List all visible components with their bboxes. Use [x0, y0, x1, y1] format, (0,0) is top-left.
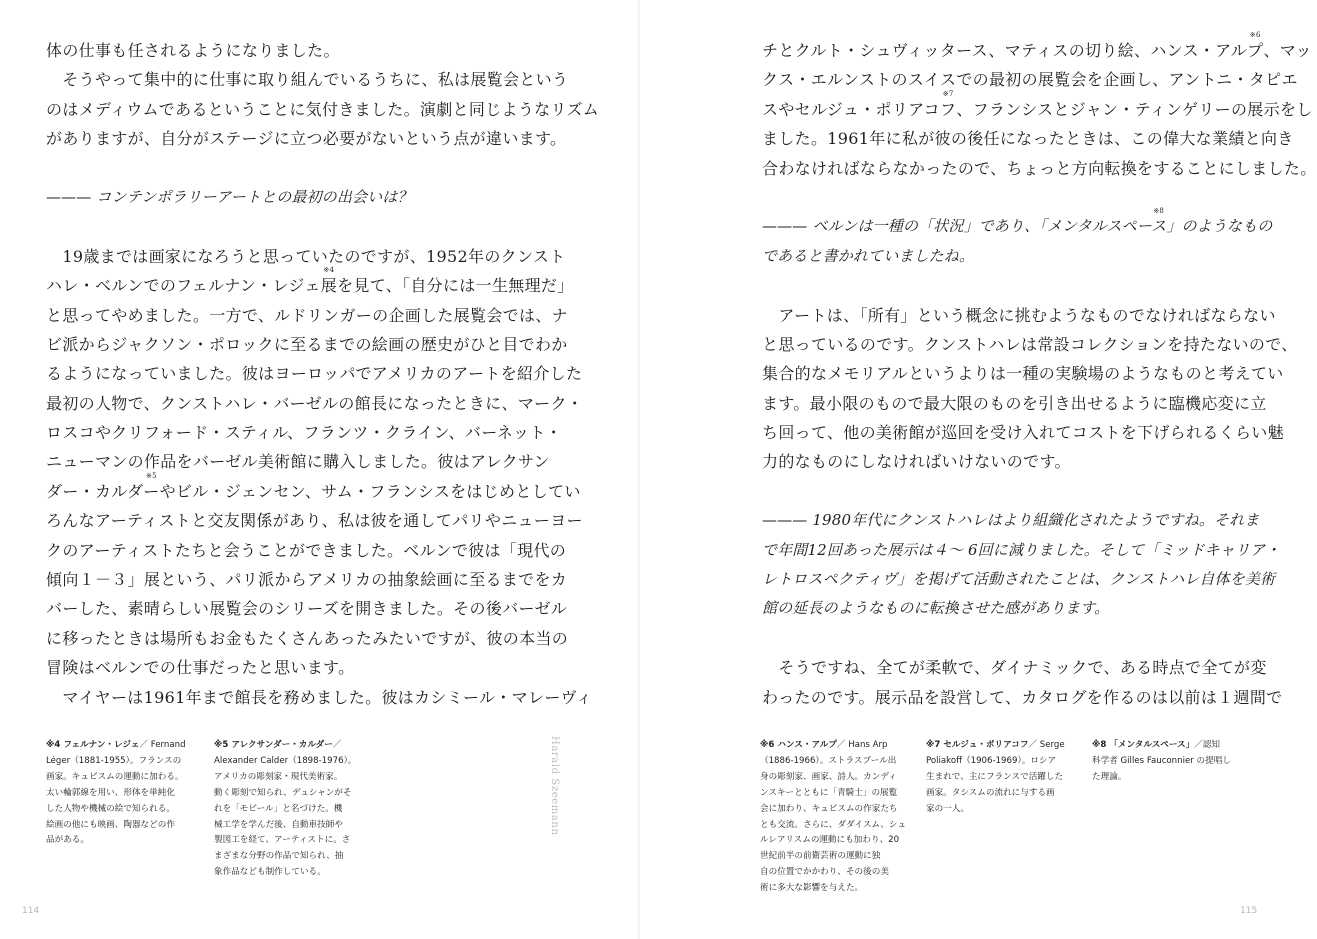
footnote-line: 絵画の他にも映画、陶器などの作 [46, 819, 175, 830]
interview-question-line: ——— ベルンは一種の「状況」であり、「メンタルスペース ※8 」のようなもの [762, 207, 1273, 236]
paragraph-gap [46, 154, 524, 183]
footnote-line: 身の彫刻家、画家、詩人。カンディ [760, 771, 897, 782]
footnote-reference: ー ※5 [143, 471, 160, 501]
footnote-line: ンスキーとともに「青騎士」の展覧 [760, 787, 898, 798]
right-page [640, 0, 1317, 939]
body-text-line: 冒険はベルンでの仕事だったと思います。 [46, 658, 355, 678]
footnote-line: （1886-1966）。ストラスブール出 [760, 755, 897, 766]
footnote-line: Léger（1881-1955）。フランスの [46, 755, 182, 766]
body-text-line: アートは、「所有」という概念に挑むようなものでなければならない [762, 305, 1276, 325]
paragraph-gap [762, 271, 1240, 300]
footnote-reference: プ ※6 [1247, 31, 1264, 60]
body-text-line: ビ派からジャクソン・ポロックに至るまでの絵画の歴史がひと目でわか [46, 334, 568, 354]
body-text-line: マイヤーは1961年まで館長を務めました。彼はカシミール・マレーヴィ [46, 687, 593, 707]
body-text-line: ハレ・ベルンでのフェルナン・レジェ展 ※4 を見て、「自分には一生無理だ」 [46, 266, 574, 296]
page-number-left: 114 [22, 906, 40, 916]
footnote-line: ※7 セルジュ・ポリアコフ／ Serge [926, 740, 1065, 750]
right-body-text [762, 31, 1317, 712]
footnote-line: 科学者 Gilles Fauconnier の提唱し [1092, 755, 1231, 766]
body-text-line: ろんなアーティストと交友関係があり、私は彼を通してパリやニューヨー [46, 511, 583, 531]
footnote-8 [1092, 738, 1231, 786]
footnote-heading: ※6 ハンス・アルプ [760, 740, 837, 750]
footnote-6 [760, 738, 906, 897]
body-text-line: と思ってやめました。一方で、ルドリンガーの企画した展覧会では、ナ [46, 305, 568, 325]
footnote-line: 製図工を経て、アーティストに。さ [214, 835, 351, 846]
body-text-line: のはメディウムであるということに気付きました。演劇と同じようなリズム [46, 99, 600, 119]
footnote-line: 生まれで、主にフランスで活躍した [926, 771, 1064, 782]
footnote-line: ルレアリスムの運動にも加わり、20 [760, 835, 900, 846]
footnote-line: れを「モビール」と名づけた。機 [214, 803, 343, 814]
footnote-line: アメリカの彫刻家・現代美術家。 [214, 771, 343, 782]
footnote-line: とも交流。さらに、ダダイスム、シュ [760, 819, 906, 830]
footnote-line: した人物や機械の絵で知られる。 [46, 803, 175, 814]
footnote-heading: ※4 フェルナン・レジェ [46, 740, 140, 750]
body-text-line: に移ったときは場所もお金もたくさんあったみたいですが、彼の本当の [46, 628, 569, 648]
body-text-line: クのアーティストたちと会うことができました。ベルンで彼は「現代の [46, 540, 567, 560]
footnote-line: 象作品なども制作している。 [214, 867, 326, 878]
footnote-marker: ※8 [1153, 207, 1165, 216]
body-text-line: と思っているのです。クンストハレは常設コレクションを持たないので、 [762, 334, 1298, 354]
footnote-marker: ※5 [145, 471, 157, 480]
footnote-line: ※4 フェルナン・レジェ／ Fernand [46, 740, 186, 750]
footnote-marker: ※7 [942, 89, 954, 98]
body-text-line: そうやって集中的に仕事に取り組んでいるうちに、私は展覧会という [46, 70, 569, 90]
footnote-line: 世紀前半の前衛芸術の運動に独 [760, 851, 881, 862]
footnote-marker: ※6 [1249, 31, 1261, 39]
body-text-line: 傾向１－３」展という、パリ派からアメリカの抽象絵画に至るまでをカ [46, 570, 568, 590]
interview-question-line: 館の延長のようなものに転換させた感があります。 [762, 599, 1110, 618]
footnote-line: 家の一人。 [926, 803, 969, 814]
footnote-line: 動く彫刻で知られ、デュシャンがそ [214, 787, 352, 798]
footnote-7 [926, 738, 1065, 818]
paragraph-gap [46, 212, 524, 241]
footnote-line: 術に多大な影響を与えた。 [760, 883, 864, 894]
body-text-line: 19歳までは画家になろうと思っていたのですが、1952年のクンスト [46, 246, 566, 266]
interview-question-line: であると書かれていましたね。 [762, 246, 975, 265]
footnote-line: Poliakoff（1906-1969）。ロシア [926, 755, 1057, 766]
footnote-line: Alexander Calder（1898-1976）。 [214, 755, 357, 766]
paragraph-gap [762, 183, 1240, 212]
footnote-line: 自の位置でかかわり、その後の美 [760, 867, 889, 878]
footnote-line: 会に加わり、キュビスムの作家たち [760, 803, 898, 814]
footnote-reference: フ ※7 [940, 89, 957, 119]
footnote-line: 品がある。 [46, 835, 89, 846]
body-text-line: ダー・カルダー ※5 やビル・ジェンセン、サム・フランシスをはじめとしてい [46, 471, 581, 501]
body-text-line: わったのです。展示品を設営して、カタログを作るのは以前は１週間で [762, 687, 1283, 707]
footnote-line: ※6 ハンス・アルプ／ Hans Arp [760, 740, 888, 750]
interview-question-line: レトロスペクティヴ」を掲げて活動されたことは、クンストハレ自体を美術 [762, 570, 1276, 589]
footnote-line: ※5 アレクサンダー・カルダー／ [214, 740, 342, 750]
footnote-line: 画家。タシスムの流れに与する画 [926, 787, 1055, 798]
body-text-line: 力的なものにしなければいけないのです。 [762, 452, 1071, 472]
footnote-marker: ※4 [323, 266, 335, 275]
footnote-heading: ※5 アレクサンダー・カルダー [214, 740, 333, 750]
body-text-line: バーした、素晴らしい展覧会のシリーズを開きました。その後バーゼル [46, 599, 568, 619]
running-name: Harald Szeemann [549, 736, 560, 836]
body-text-line: ニューマンの作品をバーゼル美術館に購入しました。彼はアレクサン [46, 452, 550, 472]
paragraph-gap [762, 624, 1240, 653]
footnote-reference: ス ※8 [1151, 207, 1167, 236]
footnote-line: 械工学を学んだ後、自動車技師や [214, 819, 343, 830]
body-text-line: そうですね、全てが柔軟で、ダイナミックで、ある時点で全てが変 [762, 658, 1267, 678]
body-text-line: スやセルジュ・ポリアコフ ※7 、フランシスとジャン・ティンゲリーの展示をし [762, 89, 1313, 119]
body-text-line: クス・エルンストのスイスでの最初の展覧会を企画し、アントニ・タピエ [762, 70, 1298, 90]
footnote-line: ※8 「メンタルスペース」／認知 [1092, 740, 1221, 750]
paragraph-gap [762, 477, 1240, 506]
page-number-right: 115 [1240, 906, 1258, 916]
body-text-line: 最初の人物で、クンストハレ・バーゼルの館長になったときに、マーク・ [46, 393, 584, 413]
body-text-line: ち回って、他の美術館が巡回を受け入れてコストを下げられるくらい魅 [762, 423, 1284, 443]
footnote-line: 太い輪郭線を用い、形体を単純化 [46, 787, 175, 798]
body-text-line: るようになっていました。彼はヨーロッパでアメリカのアートを紹介した [46, 364, 583, 384]
left-page [0, 0, 640, 939]
footnote-heading: ※7 セルジュ・ポリアコフ [926, 740, 1029, 750]
footnote-4 [46, 738, 186, 849]
interview-question-line: ——— 1980年代にクンストハレはより組織化されたようですね。それま [762, 511, 1260, 530]
footnote-heading: ※8 「メンタルスペース」 [1092, 740, 1195, 750]
body-text-line: ました。1961年に私が彼の後任になったときは、この偉大な業績と向き [762, 129, 1294, 149]
footnote-line: 画家。キュビスムの運動に加わる。 [46, 771, 184, 782]
body-text-line: 合わなければならなかったので、ちょっと方向転換をすることにしました。 [762, 158, 1317, 178]
body-text-line: 集合的なメモリアルというよりは一種の実験場のようなものと考えてい [762, 364, 1284, 384]
body-text-line: 体の仕事も任されるようになりました。 [46, 41, 340, 60]
left-body-text [46, 36, 600, 712]
body-text-line: ます。最小限のもので最大限のものを引き出せるように臨機応変に立 [762, 393, 1267, 413]
body-text-line: ロスコやクリフォード・スティル、フランツ・クライン、バーネット・ [46, 423, 563, 443]
body-text-line: がありますが、自分がステージに立つ必要がないという点が違います。 [46, 129, 567, 149]
footnote-5 [214, 738, 356, 881]
footnote-line: た理論。 [1092, 771, 1127, 782]
interview-question-line: で年間12回あった展示は４～ 6回に減りました。そして「ミッドキャリア・ [762, 540, 1281, 559]
interview-question-line: ——— コンテンポラリーアートとの最初の出会いは？ [46, 187, 413, 206]
footnote-line: まざまな分野の作品で知られ、抽 [214, 851, 344, 862]
body-text-line: チとクルト・シュヴィッタース、マティスの切り絵、ハンス・アルプ ※6 、マッ [762, 31, 1312, 60]
footnote-reference: 展 ※4 [320, 266, 338, 296]
